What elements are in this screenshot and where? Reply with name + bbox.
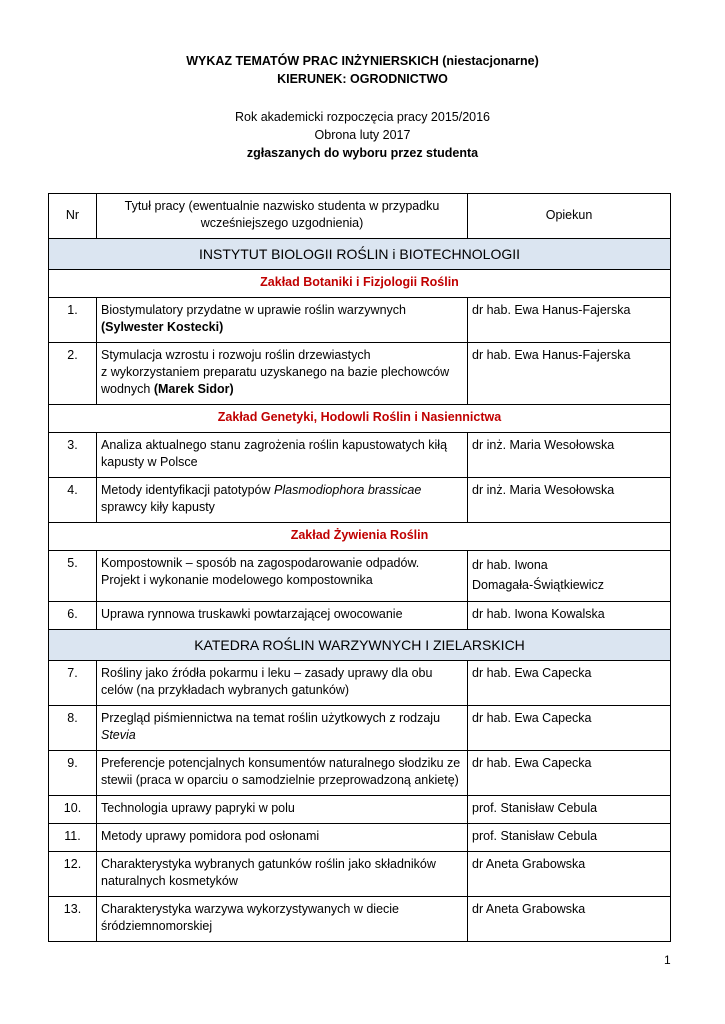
submission-note: zgłaszanych do wyboru przez studenta bbox=[246, 146, 479, 160]
institute-name: KATEDRA ROŚLIN WARZYWNYCH I ZIELARSKICH bbox=[49, 630, 671, 661]
page-number: 1 bbox=[664, 953, 671, 967]
row-title bbox=[97, 298, 468, 343]
table-row bbox=[49, 551, 671, 602]
row-student: (Marek Sidor) bbox=[153, 382, 234, 396]
row-nr: 3. bbox=[49, 433, 97, 478]
row-nr: 10. bbox=[49, 796, 97, 824]
header-nr: Nr bbox=[49, 194, 97, 239]
institute-row bbox=[49, 239, 671, 270]
row-title-text: Stymulacja wzrostu i rozwoju roślin drzewiastych bbox=[101, 348, 371, 362]
institute-row bbox=[49, 630, 671, 661]
row-supervisor: dr hab. Ewa Hanus-Fajerska bbox=[468, 343, 671, 405]
row-supervisor: dr hab. Ewa Capecka bbox=[468, 661, 671, 706]
table-row bbox=[49, 824, 671, 852]
table-row bbox=[49, 433, 671, 478]
row-supervisor-line: Domagała-Świątkiewicz bbox=[472, 578, 604, 592]
row-nr: 9. bbox=[49, 751, 97, 796]
row-title-species: Stevia bbox=[101, 728, 136, 742]
row-supervisor-line: dr hab. Iwona bbox=[472, 558, 548, 572]
header-title: Tytuł pracy (ewentualnie nazwisko studenta w przypadku wcześniejszego uzgodnienia) bbox=[97, 194, 468, 239]
table-row bbox=[49, 796, 671, 824]
row-nr: 5. bbox=[49, 551, 97, 602]
row-title: Rośliny jako źródła pokarmu i leku – zasady uprawy dla obu celów (na przykładach wybranych gatunków) bbox=[97, 661, 468, 706]
row-supervisor: dr inż. Maria Wesołowska bbox=[468, 433, 671, 478]
department-row bbox=[49, 523, 671, 551]
department-row bbox=[49, 270, 671, 298]
kierunek-line: KIERUNEK: OGRODNICTWO bbox=[277, 72, 448, 86]
row-title: Charakterystyka wybranych gatunków roślin jako składników naturalnych kosmetyków bbox=[97, 852, 468, 897]
row-supervisor bbox=[468, 551, 671, 602]
row-nr: 11. bbox=[49, 824, 97, 852]
table-row bbox=[49, 661, 671, 706]
header-supervisor: Opiekun bbox=[468, 194, 671, 239]
table-row bbox=[49, 706, 671, 751]
row-title: Metody uprawy pomidora pod osłonami bbox=[97, 824, 468, 852]
row-nr: 12. bbox=[49, 852, 97, 897]
table-row bbox=[49, 343, 671, 405]
row-title-text: Biostymulatory przydatne w uprawie roślin warzywnych bbox=[101, 303, 406, 317]
row-supervisor: dr Aneta Grabowska bbox=[468, 852, 671, 897]
row-title-text: Projekt i wykonanie modelowego kompostownika bbox=[101, 573, 373, 587]
row-nr: 6. bbox=[49, 602, 97, 630]
department-name: Zakład Żywienia Roślin bbox=[49, 523, 671, 551]
table-row bbox=[49, 897, 671, 942]
topics-table bbox=[48, 193, 671, 942]
row-title bbox=[97, 706, 468, 751]
row-supervisor: dr hab. Ewa Capecka bbox=[468, 706, 671, 751]
row-supervisor: dr hab. Iwona Kowalska bbox=[468, 602, 671, 630]
table-row bbox=[49, 852, 671, 897]
row-supervisor: dr Aneta Grabowska bbox=[468, 897, 671, 942]
table-row bbox=[49, 751, 671, 796]
row-title: Technologia uprawy papryki w polu bbox=[97, 796, 468, 824]
row-supervisor: prof. Stanisław Cebula bbox=[468, 796, 671, 824]
row-title: Preferencje potencjalnych konsumentów naturalnego słodziku ze stewii (praca w oparciu o samodzielnie przeprowadzoną ankietę) bbox=[97, 751, 468, 796]
row-nr: 13. bbox=[49, 897, 97, 942]
row-title bbox=[97, 478, 468, 523]
row-nr: 7. bbox=[49, 661, 97, 706]
table-row bbox=[49, 602, 671, 630]
defense-date-line: Obrona luty 2017 bbox=[314, 128, 411, 142]
row-nr: 2. bbox=[49, 343, 97, 405]
row-nr: 8. bbox=[49, 706, 97, 751]
document-title: WYKAZ TEMATÓW PRAC INŻYNIERSKICH (niestacjonarne) bbox=[186, 54, 539, 68]
table-row bbox=[49, 298, 671, 343]
row-nr: 1. bbox=[49, 298, 97, 343]
row-student: (Sylwester Kostecki) bbox=[101, 320, 224, 334]
row-title-text: z wykorzystaniem preparatu uzyskanego na bazie plechowców wodnych bbox=[101, 365, 450, 396]
department-name: Zakład Botaniki i Fizjologii Roślin bbox=[49, 270, 671, 298]
row-title-species: Plasmodiophora brassicae bbox=[274, 483, 422, 497]
table-header-row bbox=[49, 194, 671, 239]
department-name: Zakład Genetyki, Hodowli Roślin i Nasiennictwa bbox=[49, 405, 671, 433]
row-title bbox=[97, 551, 468, 602]
row-title-text: sprawcy kiły kapusty bbox=[101, 500, 215, 514]
row-title-text: Przegląd piśmiennictwa na temat roślin użytkowych z rodzaju bbox=[101, 711, 441, 725]
row-title: Uprawa rynnowa truskawki powtarzającej owocowanie bbox=[97, 602, 468, 630]
row-supervisor: dr hab. Ewa Capecka bbox=[468, 751, 671, 796]
document-subheader bbox=[0, 108, 725, 162]
table-row bbox=[49, 478, 671, 523]
row-title: Analiza aktualnego stanu zagrożenia roślin kapustowatych kiłą kapusty w Polsce bbox=[97, 433, 468, 478]
institute-name: INSTYTUT BIOLOGII ROŚLIN i BIOTECHNOLOGII bbox=[49, 239, 671, 270]
row-nr: 4. bbox=[49, 478, 97, 523]
row-title: Charakterystyka warzywa wykorzystywanych w diecie śródziemnomorskiej bbox=[97, 897, 468, 942]
row-title bbox=[97, 343, 468, 405]
row-supervisor: prof. Stanisław Cebula bbox=[468, 824, 671, 852]
row-supervisor: dr inż. Maria Wesołowska bbox=[468, 478, 671, 523]
row-supervisor: dr hab. Ewa Hanus-Fajerska bbox=[468, 298, 671, 343]
row-title-text: Kompostownik – sposób na zagospodarowanie odpadów. bbox=[101, 556, 420, 570]
department-row bbox=[49, 405, 671, 433]
document-header bbox=[0, 52, 725, 88]
academic-year-line: Rok akademicki rozpoczęcia pracy 2015/2016 bbox=[235, 110, 490, 124]
row-title-text: Metody identyfikacji patotypów bbox=[101, 483, 275, 497]
